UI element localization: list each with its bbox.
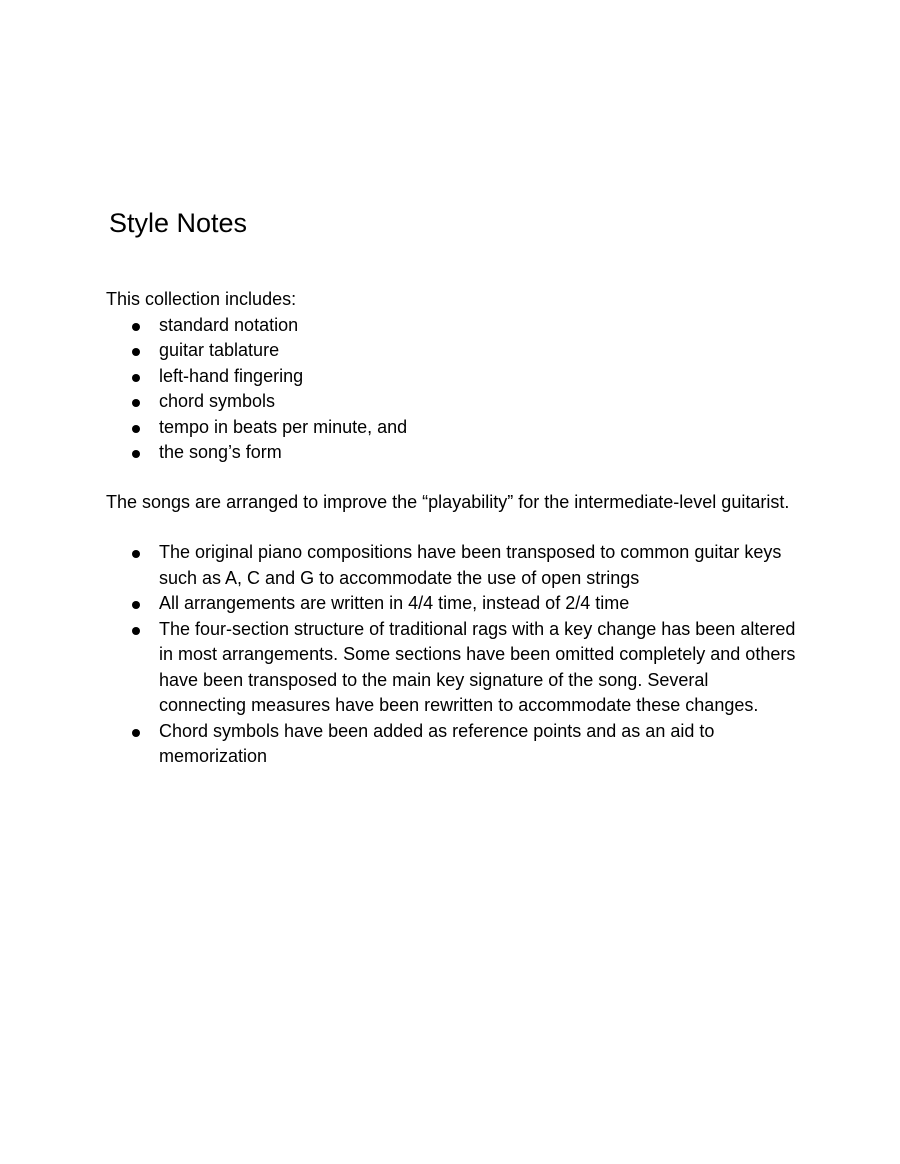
- list-item: [106, 364, 796, 390]
- list-item: [106, 440, 796, 466]
- bullet-icon: [132, 374, 140, 382]
- bullet-icon: [132, 729, 140, 737]
- list-item: [106, 591, 796, 617]
- list-item: [106, 540, 796, 591]
- intro-text: This collection includes:: [106, 289, 297, 309]
- list-item-text: The original piano compositions have been transposed to common guitar keys such as A, C and G to accommodate the use of open strings: [159, 542, 782, 588]
- bullet-icon: [132, 601, 140, 609]
- list-item: [106, 338, 796, 364]
- list-item-text: standard notation: [159, 314, 299, 335]
- includes-list: [106, 313, 796, 466]
- list-item: [106, 719, 796, 770]
- bullet-icon: [132, 450, 140, 458]
- list-item-text: All arrangements are written in 4/4 time, instead of 2/4 time: [159, 593, 630, 613]
- list-item: [106, 415, 796, 441]
- bullet-icon: [132, 323, 140, 331]
- bullet-icon: [132, 627, 140, 635]
- bullet-icon: [132, 399, 140, 407]
- page-title: Style Notes: [109, 208, 248, 238]
- document-body: [106, 287, 796, 770]
- list-item: [106, 313, 796, 339]
- list-item: [106, 389, 796, 415]
- bullet-icon: [132, 348, 140, 356]
- bullet-icon: [132, 425, 140, 433]
- playability-paragraph: The songs are arranged to improve the “playability” for the intermediate-level guitarist.: [106, 491, 790, 512]
- list-item-text: the song’s form: [159, 442, 282, 462]
- list-item-text: Chord symbols have been added as reference points and as an aid to memorization: [159, 720, 715, 766]
- list-item-text: guitar tablature: [159, 340, 280, 360]
- bullet-icon: [132, 550, 140, 558]
- list-item-text: The four-section structure of traditional rags with a key change has been altered in most arrangements. Some sections have been omitted completely and others have been transposed to the main key signature of the song. Several connecting measures have been rewritten to accommodate these changes.: [159, 618, 796, 715]
- list-item-text: chord symbols: [159, 391, 276, 411]
- list-item-text: left-hand fingering: [159, 365, 304, 386]
- arrangement-notes-list: [106, 540, 796, 770]
- list-item: [106, 617, 796, 719]
- list-item-text: tempo in beats per minute, and: [159, 416, 408, 437]
